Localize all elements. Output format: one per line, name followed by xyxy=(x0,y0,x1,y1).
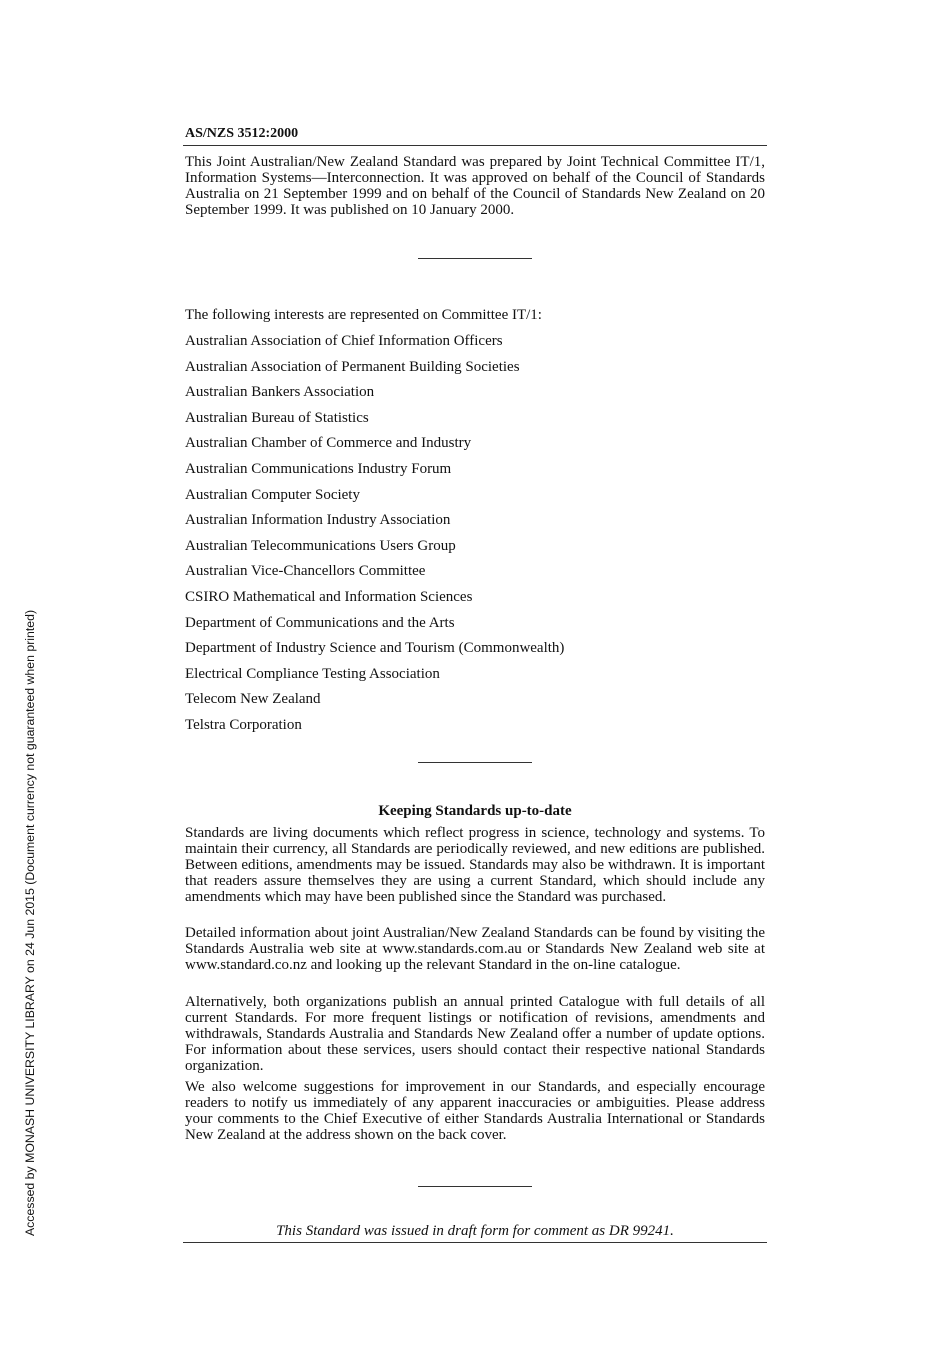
list-item: Australian Bureau of Statistics xyxy=(185,409,369,426)
keeping-paragraph: We also welcome suggestions for improvement in our Standards, and especially encourage readers to notify us immediately of any apparent inaccuracies or ambiguities. Please address your comments to the Chief Executive of either Standards Australia International or Standards New Zealand at the address shown on the back cover. xyxy=(185,1079,765,1143)
standard-id: AS/NZS 3512:2000 xyxy=(185,126,299,141)
footer-rule xyxy=(183,1242,767,1243)
preparation-paragraph: This Joint Australian/New Zealand Standard was prepared by Joint Technical Committee IT/1, Information Systems—Interconnection. It was approved on behalf of the Council of Standards Australia on 21 September 1999 and on behalf of the Council of Standards New Zealand on 20 September 1999. It was published on 10 January 2000. xyxy=(185,154,765,218)
list-item: CSIRO Mathematical and Information Sciences xyxy=(185,588,473,605)
section-divider xyxy=(418,762,532,763)
keeping-standards-heading: Keeping Standards up-to-date xyxy=(378,803,572,819)
list-item: Australian Association of Permanent Building Societies xyxy=(185,358,520,375)
section-divider xyxy=(418,1186,532,1187)
list-item: Australian Information Industry Association xyxy=(185,512,451,529)
list-item: Department of Communications and the Arts xyxy=(185,614,455,631)
list-item: Australian Chamber of Commerce and Industry xyxy=(185,435,472,452)
list-item: Australian Communications Industry Forum xyxy=(185,460,452,477)
keeping-paragraph: Standards are living documents which reflect progress in science, technology and systems. To maintain their currency, all Standards are periodically reviewed, and new editions are published. Between editions, amendments may be issued. Standards may also be withdrawn. It is important that readers assure themselves they are using a current Standard, which should include any amendments which may have been published since the Standard was purchased. xyxy=(185,825,765,905)
list-item: Telecom New Zealand xyxy=(185,691,321,708)
keeping-paragraph: Alternatively, both organizations publish an annual printed Catalogue with full details of all current Standards. For more frequent listings or notification of revisions, amendments and withdrawals, Standards Australia and Standards New Zealand offer a number of update options. For information about these services, users should contact their respective national Standards organization. xyxy=(185,994,765,1074)
section-divider xyxy=(418,258,532,259)
list-item: Australian Bankers Association xyxy=(185,384,375,401)
list-item: Australian Vice-Chancellors Committee xyxy=(185,563,426,580)
list-item: Department of Industry Science and Tourism (Commonwealth) xyxy=(185,640,565,657)
committee-member-list xyxy=(185,332,564,742)
header-rule xyxy=(183,145,767,146)
list-item: Australian Telecommunications Users Group xyxy=(185,537,456,554)
draft-note: This Standard was issued in draft form for comment as DR 99241. xyxy=(276,1223,674,1239)
list-item: Australian Association of Chief Information Officers xyxy=(185,333,503,349)
list-item: Telstra Corporation xyxy=(185,716,302,733)
committee-intro: The following interests are represented on Committee IT/1: xyxy=(185,307,542,323)
list-item: Australian Computer Society xyxy=(185,486,360,503)
keeping-paragraph: Detailed information about joint Australian/New Zealand Standards can be found by visiting the Standards Australia web site at www.standards.com.au or Standards New Zealand web site at www.standard.co.nz and looking up the relevant Standard in the on-line catalogue. xyxy=(185,925,765,973)
list-item: Electrical Compliance Testing Association xyxy=(185,665,440,682)
access-watermark: Accessed by MONASH UNIVERSITY LIBRARY on 24 Jun 2015 (Document currency not guaranteed when printed) xyxy=(23,609,37,1237)
